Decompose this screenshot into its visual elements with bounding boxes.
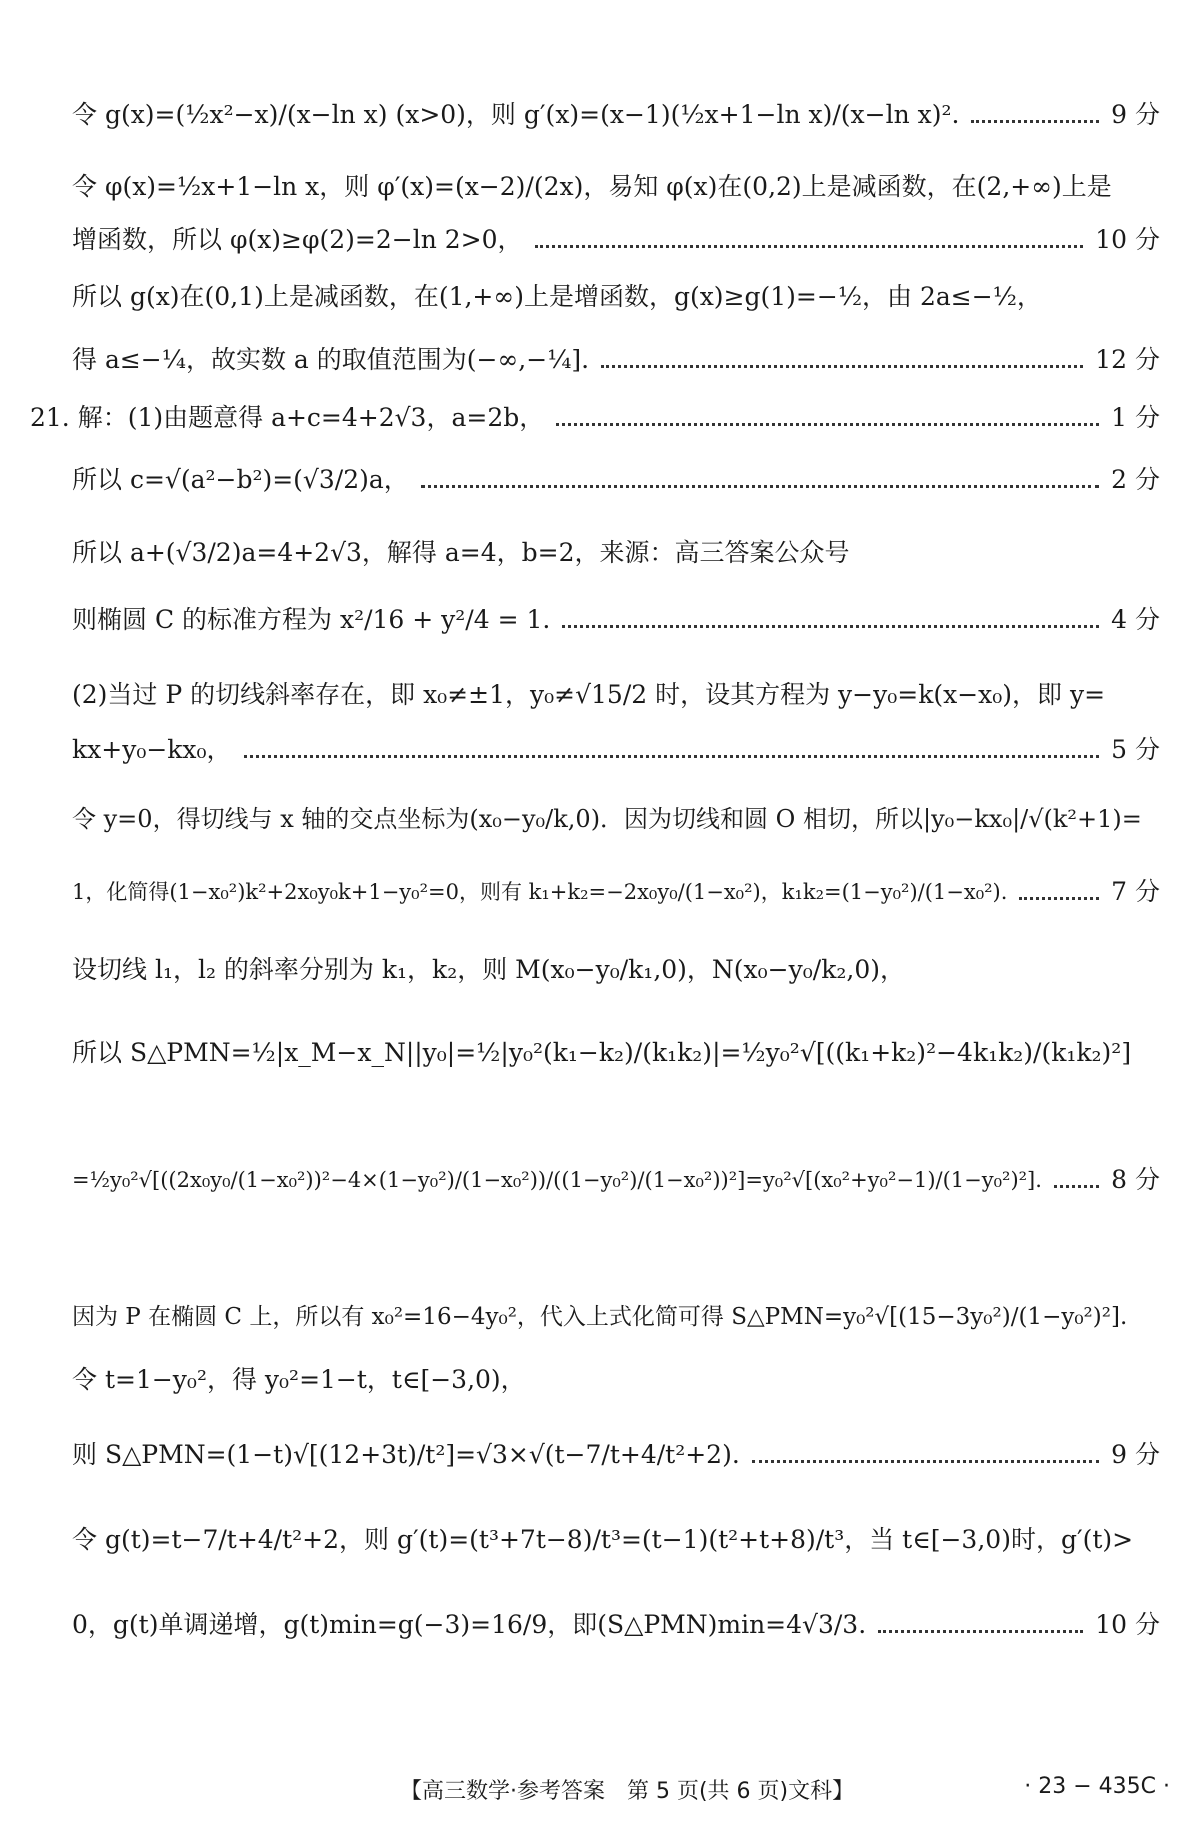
line-text: 1，化简得(1−x₀²)k²+2x₀y₀k+1−y₀²=0，则有 k₁+k₂=−2x₀y₀/(1−x₀²)，k₁k₂=(1−y₀²)/(1−x₀²).: [72, 879, 1008, 904]
line-text: 令 g(x)=(½x²−x)/(x−ln x) (x>0)，则 g′(x)=(x−1)(½x+1−ln x)/(x−ln x)².: [72, 99, 960, 129]
dot-leader: [535, 245, 1084, 248]
line-text: 所以 g(x)在(0,1)上是减函数，在(1,+∞)上是增函数，g(x)≥g(1)=−½，由 2a≤−½，: [72, 281, 1042, 311]
score-mark: 12 分: [1095, 344, 1160, 374]
solution-line: [72, 1505, 1160, 1575]
line-text: 因为 P 在椭圆 C 上，所以有 x₀²=16−4y₀²，代入上式化简可得 S△PMN=y₀²√[(15−3y₀²)/(1−y₀²)²].: [72, 1303, 1128, 1330]
line-text: 所以 S△PMN=½|x_M−x_N||y₀|=½|y₀²(k₁−k₂)/(k₁k₂)|=½y₀²√[((k₁+k₂)²−4k₁k₂)/(k₁k₂)²]: [72, 1037, 1132, 1067]
solution-line: [72, 80, 1160, 150]
solution-line: [72, 785, 1160, 855]
footer-code: · 23 − 435C ·: [1024, 1774, 1170, 1799]
dot-leader: [421, 485, 1099, 488]
line-text: 令 φ(x)=½x+1−ln x，则 φ′(x)=(x−2)/(2x)，易知 φ(x)在(0,2)上是减函数，在(2,+∞)上是: [72, 171, 1112, 201]
line-text: 设切线 l₁，l₂ 的斜率分别为 k₁，k₂，则 M(x₀−y₀/k₁,0)，N(x₀−y₀/k₂,0)，: [72, 954, 905, 984]
solution-line: [72, 715, 1160, 785]
footer-title: 【高三数学·参考答案 第 5 页(共 6 页)文科】: [400, 1779, 855, 1804]
line-text: 则 S△PMN=(1−t)√[(12+3t)/t²]=√3×√(t−7/t+4/t²+2).: [72, 1439, 740, 1469]
line-text: 令 y=0，得切线与 x 轴的交点坐标为(x₀−y₀/k,0)．因为切线和圆 O 相切，所以|y₀−kx₀|/√(k²+1)=: [72, 805, 1142, 834]
dot-leader: [562, 625, 1099, 628]
line-text: 得 a≤−¼，故实数 a 的取值范围为(−∞,−¼].: [72, 344, 590, 374]
line-text: 增函数，所以 φ(x)≥φ(2)=2−ln 2>0，: [72, 224, 523, 254]
score-mark: 9 分: [1111, 1439, 1160, 1469]
score-mark: 5 分: [1111, 734, 1160, 764]
solution-line: [72, 262, 1160, 332]
line-text: 令 g(t)=t−7/t+4/t²+2，则 g′(t)=(t³+7t−8)/t³=(t−1)(t²+t+8)/t³，当 t∈[−3,0)时，g′(t)>: [72, 1524, 1134, 1554]
score-mark: 4 分: [1111, 604, 1160, 634]
score-mark: 7 分: [1111, 876, 1160, 906]
line-text: 令 t=1−y₀²，得 y₀²=1−t，t∈[−3,0)，: [72, 1364, 526, 1394]
score-mark: 1 分: [1111, 402, 1160, 432]
solution-line: [72, 1590, 1160, 1660]
page-footer: [0, 1768, 1200, 1808]
solution-line: [72, 857, 1160, 927]
dot-leader: [971, 120, 1099, 123]
solution-line: [72, 935, 1160, 1005]
line-text: (2)当过 P 的切线斜率存在，即 x₀≠±1，y₀≠√15/2 时，设其方程为 y−y₀=k(x−x₀)，即 y=: [72, 679, 1106, 709]
dot-leader: [1019, 897, 1099, 900]
line-text: =½y₀²√[((2x₀y₀/(1−x₀²))²−4×(1−y₀²)/(1−x₀²))/((1−y₀²)/(1−x₀²))²]=y₀²√[(x₀²+y₀²−1)/(1−y₀²)²].: [72, 1167, 1042, 1192]
solution-line: [72, 1420, 1160, 1490]
solution-line: [72, 585, 1160, 655]
line-text: kx+y₀−kx₀，: [72, 734, 232, 764]
dot-leader: [556, 423, 1099, 426]
solution-line: [72, 1145, 1160, 1215]
solution-line: [30, 383, 1160, 453]
solution-line: [72, 518, 1160, 588]
line-text: 21. 解：(1)由题意得 a+c=4+2√3，a=2b，: [30, 402, 545, 432]
score-mark: 10 分: [1095, 224, 1160, 254]
dot-leader: [878, 1630, 1083, 1633]
dot-leader: [601, 365, 1083, 368]
score-mark: 8 分: [1111, 1164, 1160, 1194]
line-text: 则椭圆 C 的标准方程为 x²/16 + y²/4 = 1.: [72, 604, 551, 634]
dot-leader: [1054, 1185, 1099, 1188]
dot-leader: [752, 1460, 1099, 1463]
solution-line: [72, 1282, 1160, 1352]
line-text: 0，g(t)单调递增，g(t)min=g(−3)=16/9，即(S△PMN)min=4√3/3.: [72, 1609, 867, 1639]
dot-leader: [244, 755, 1100, 758]
line-text: 所以 c=√(a²−b²)=(√3/2)a，: [72, 464, 409, 494]
score-mark: 10 分: [1095, 1609, 1160, 1639]
score-mark: 9 分: [1111, 99, 1160, 129]
solution-line: [72, 1345, 1160, 1415]
score-mark: 2 分: [1111, 464, 1160, 494]
solution-line: [72, 1018, 1160, 1088]
solution-line: [72, 445, 1160, 515]
line-text: 所以 a+(√3/2)a=4+2√3，解得 a=4，b=2，来源：高三答案公众号: [72, 537, 850, 567]
